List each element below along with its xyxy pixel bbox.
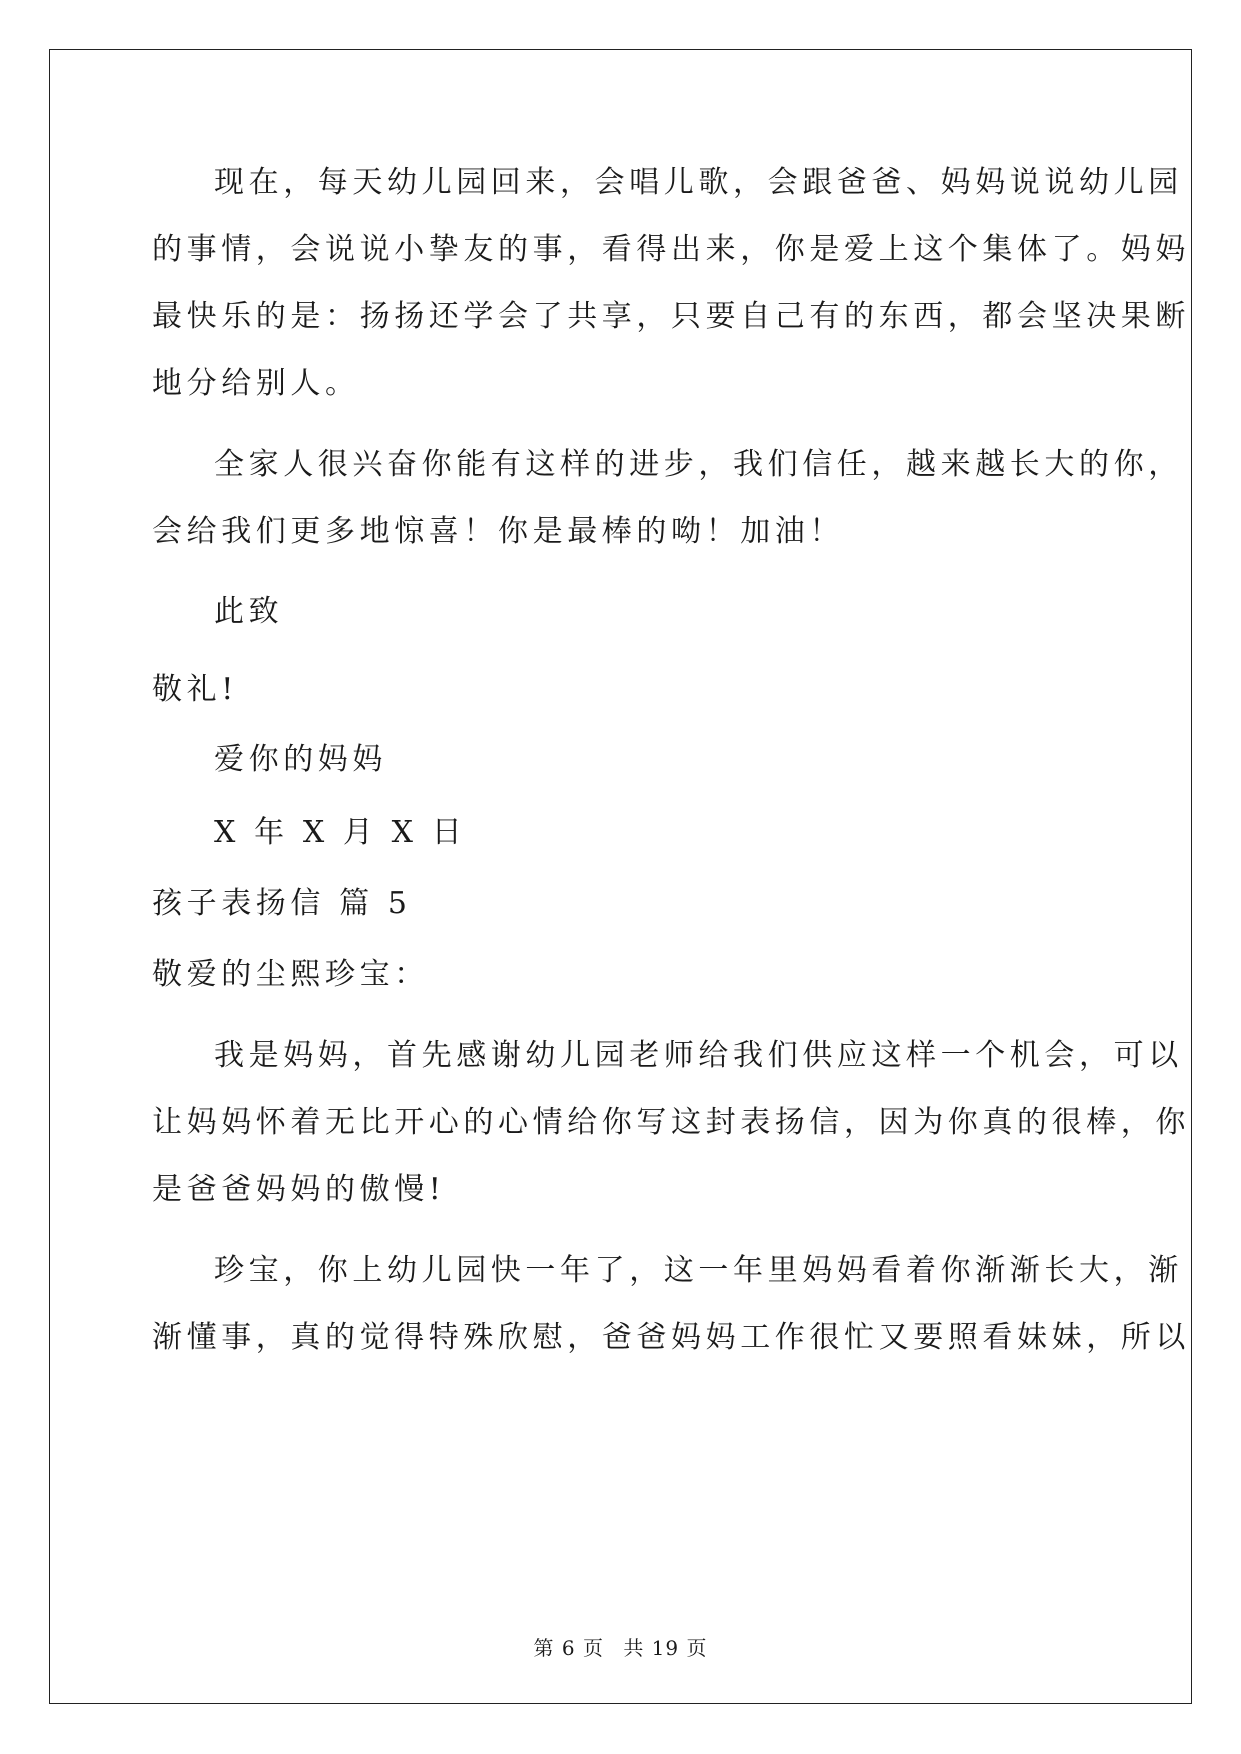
salutation-jingli: 敬礼! — [152, 672, 238, 707]
total-pages: 共 19 页 — [623, 1636, 708, 1660]
paragraph-1-line-1: 现在，每天幼儿园回来，会唱儿歌，会跟爸爸、妈妈说说幼儿园 — [214, 165, 1183, 200]
paragraph-2-line-2: 会给我们更多地惊喜！你是最棒的呦！加油！ — [152, 514, 844, 549]
paragraph-1-line-4: 地分给别人。 — [152, 366, 360, 401]
paragraph-4-line-2: 渐懂事，真的觉得特殊欣慰，爸爸妈妈工作很忙又要照看妹妹，所以 — [152, 1320, 1190, 1355]
current-page-number: 第 6 页 — [533, 1636, 604, 1660]
paragraph-4-line-1: 珍宝，你上幼儿园快一年了，这一年里妈妈看着你渐渐长大，渐 — [214, 1253, 1183, 1288]
date-line: X 年 X 月 X 日 — [214, 815, 467, 850]
section-heading: 孩子表扬信 篇 5 — [152, 886, 412, 921]
salutation-cizhi: 此致 — [214, 594, 284, 629]
paragraph-3-line-3: 是爸爸妈妈的傲慢! — [152, 1172, 446, 1207]
paragraph-1-line-2: 的事情，会说说小挚友的事，看得出来，你是爱上这个集体了。妈妈 — [152, 232, 1190, 267]
paragraph-2-line-1: 全家人很兴奋你能有这样的进步，我们信任，越来越长大的你， — [214, 447, 1183, 482]
paragraph-1-line-3: 最快乐的是：扬扬还学会了共享，只要自己有的东西，都会坚决果断 — [152, 299, 1190, 334]
greeting: 敬爱的尘熙珍宝： — [152, 957, 429, 992]
signature: 爱你的妈妈 — [214, 742, 387, 777]
paragraph-3-line-1: 我是妈妈，首先感谢幼儿园老师给我们供应这样一个机会，可以 — [214, 1038, 1183, 1073]
paragraph-3-line-2: 让妈妈怀着无比开心的心情给你写这封表扬信，因为你真的很棒，你 — [152, 1105, 1190, 1140]
page-footer — [0, 1636, 1241, 1660]
